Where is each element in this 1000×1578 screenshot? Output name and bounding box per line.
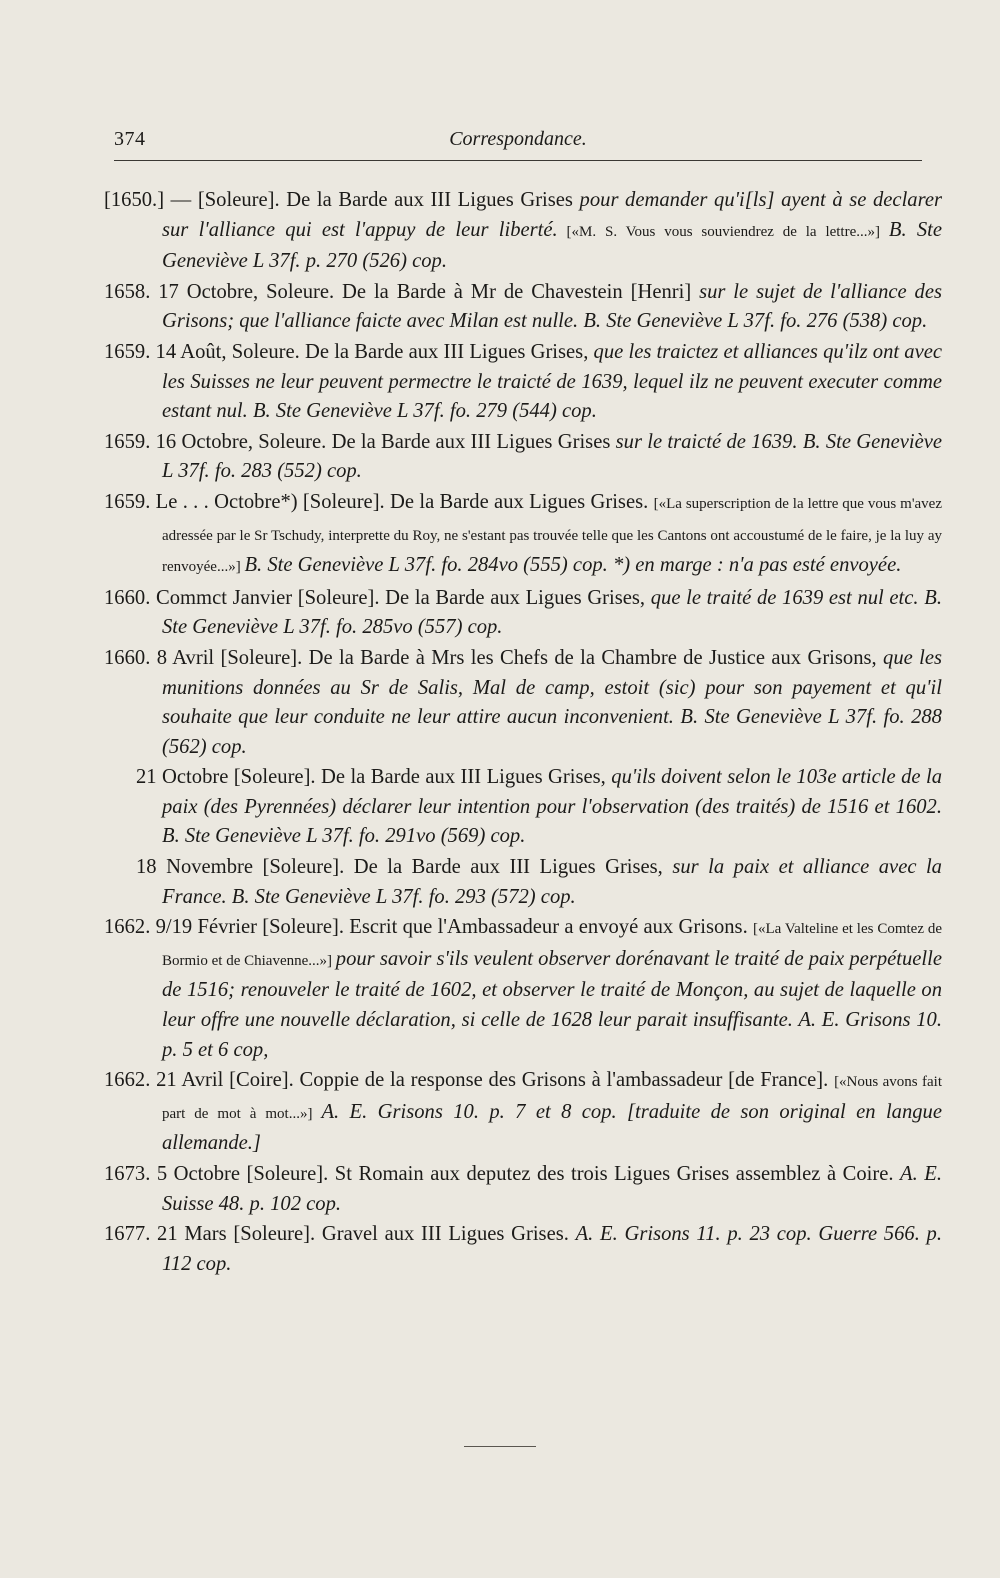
entry-text: 16 Octobre, Soleure. De la Barde aux III Ligues Grises xyxy=(150,430,616,453)
list-item xyxy=(104,853,942,912)
running-title: Correspondance. xyxy=(449,128,587,150)
entry-reference: B. Ste Geneviève L 37f. fo. 284vo (555) cop. *) en marge : n'a pas esté envoyée. xyxy=(244,554,902,577)
entry-subject: que les munitions données au Sr de Salis, Mal de camp, estoit (sic) pour son payement et qu'il souhaite que leur conduite ne leur attire aucun inconvenient. xyxy=(162,646,942,729)
entry-text: — [Soleure]. De la Barde aux III Ligues Grises xyxy=(164,189,580,211)
entry-subject: sur le traicté de 1639. xyxy=(615,430,798,453)
correspondence-list xyxy=(104,186,942,1280)
entry-text: 14 Août, Soleure. De la Barde aux III Ligues Grises, xyxy=(150,340,594,363)
entry-text: 21 Avril [Coire]. Coppie de la response des Grisons à l'ambassadeur [de France]. xyxy=(150,1069,835,1092)
entry-text: Le . . . Octobre*) [Soleure]. De la Barde aux Ligues Grises. xyxy=(150,490,654,513)
entry-reference: B. Ste Geneviève L 37f. fo. 283 (552) cop. xyxy=(162,430,943,483)
list-item xyxy=(104,644,942,762)
entry-reference: B. Ste Geneviève L 37f. fo. 285vo (557) cop. xyxy=(162,586,942,639)
list-item xyxy=(104,584,942,643)
end-rule xyxy=(464,1446,536,1447)
list-item xyxy=(104,913,942,1065)
entry-reference: A. E. Grisons 11. p. 23 cop. Guerre 566. p. 112 cop. xyxy=(162,1223,943,1275)
list-item xyxy=(104,338,942,427)
list-item xyxy=(104,763,942,852)
entry-date: 1658. xyxy=(104,280,151,303)
entry-subject: pour demander qu'i[ls] ayent à se declarer sur l'alliance qui est l'appuy de leur liberté. xyxy=(162,189,942,241)
entry-reference: B. Ste Geneviève L 37f. fo. 279 (544) cop. xyxy=(252,400,597,423)
list-item xyxy=(104,488,942,583)
entry-subject: que le traité de 1639 est nul etc. xyxy=(650,586,919,609)
entry-date: 1659. xyxy=(104,430,151,453)
entry-reference: B. Ste Geneviève L 37f. fo. 291vo (569) cop. xyxy=(162,825,526,848)
list-item xyxy=(104,1066,942,1159)
entry-reference: pour savoir s'ils veulent observer dorénavant le traité de paix perpétuelle de 1516; renouveler le traité de 1602, et observer le traité de Monçon, au sujet de laquelle on leur offre une nouvelle déclaration, si celle de 1628 leur parait insuffisante. A. E. Grisons 10. p. 5 et 6 cop, xyxy=(162,947,942,1061)
entry-quote: [«Nous avons fait part de mot à mot...»] xyxy=(162,1074,942,1122)
entry-text: 21 Mars [Soleure]. Gravel aux III Ligues Grises. xyxy=(150,1223,576,1246)
entry-subject: sur la paix et alliance avec la France. xyxy=(162,856,942,908)
entry-date: 1677. xyxy=(104,1223,151,1246)
entry-date: 1659. xyxy=(104,340,151,363)
list-item xyxy=(104,428,942,487)
entry-date: 1660. xyxy=(104,586,151,609)
page-header xyxy=(114,128,922,161)
entry-date: 1662. xyxy=(104,916,151,939)
entry-reference: B. Ste Geneviève L 37f. p. 270 (526) cop. xyxy=(162,218,942,273)
list-item xyxy=(104,1160,942,1219)
entry-subject: que les traictez et alliances qu'ilz ont avec les Suisses ne leur peuvent permectre le traicté de 1639, lequel ilz ne peuvent executer comme estant nul. xyxy=(162,340,943,423)
entry-text: 21 Octobre [Soleure]. De la Barde aux III Ligues Grises, xyxy=(136,766,612,789)
list-item xyxy=(104,186,942,277)
entry-text: 17 Octobre, Soleure. De la Barde à Mr de Chavestein [Henri] xyxy=(150,280,700,303)
entry-reference: A. E. Suisse 48. p. 102 cop. xyxy=(162,1163,942,1215)
entry-subject: qu'ils doivent selon le 103e article de la paix (des Pyrennées) déclarer leur intention pour l'observation (des traités) de 1516 et 1602. xyxy=(162,766,942,818)
entry-reference: A. E. Grisons 10. p. 7 et 8 cop. [traduite de son original en langue allemande.] xyxy=(162,1100,942,1155)
entry-text: 5 Octobre [Soleure]. St Romain aux deputez des trois Ligues Grises assemblez à Coire. xyxy=(150,1163,901,1185)
entry-date: 1673. xyxy=(104,1163,151,1185)
entry-text: 8 Avril [Soleure]. De la Barde à Mrs les Chefs de la Chambre de Justice aux Grisons, xyxy=(150,646,884,669)
entry-date: 1660. xyxy=(104,646,151,669)
list-item xyxy=(104,278,942,337)
page-number: 374 xyxy=(114,128,146,150)
entry-date: 1659. xyxy=(104,490,151,513)
entry-reference: B. Ste Geneviève L 37f. fo. 288 (562) cop. xyxy=(162,706,942,758)
entry-date: [1650.] xyxy=(104,189,165,211)
list-item xyxy=(104,1220,942,1279)
entry-date: 1662. xyxy=(104,1069,151,1092)
entry-text: 9/19 Février [Soleure]. Escrit que l'Ambassadeur a envoyé aux Grisons. xyxy=(150,916,753,939)
entry-quote: [«La Valteline et les Comtez de Bormio et de Chiavenne...»] xyxy=(162,921,942,969)
entry-quote: [«M. S. Vous vous souviendrez de la lettre...»] xyxy=(557,223,889,240)
entry-text: 18 Novembre [Soleure]. De la Barde aux III Ligues Grises, xyxy=(136,856,673,879)
entry-quote: [«La superscription de la lettre que vous m'avez adressée par le Sr Tschudy, interprette du Roy, ne s'estant pas trouvée telle que les Cantons ont accoustumé de le faire, je la luy ay renvoyée...»] xyxy=(162,495,942,576)
entry-subject: sur le sujet de l'alliance des Grisons; que l'alliance faicte avec Milan est nulle. xyxy=(162,280,942,333)
entry-reference: B. Ste Geneviève L 37f. fo. 293 (572) cop. xyxy=(231,885,576,908)
entry-reference: B. Ste Geneviève L 37f. fo. 276 (538) cop. xyxy=(583,310,928,333)
entry-text: Commct Janvier [Soleure]. De la Barde aux Ligues Grises, xyxy=(150,586,651,609)
